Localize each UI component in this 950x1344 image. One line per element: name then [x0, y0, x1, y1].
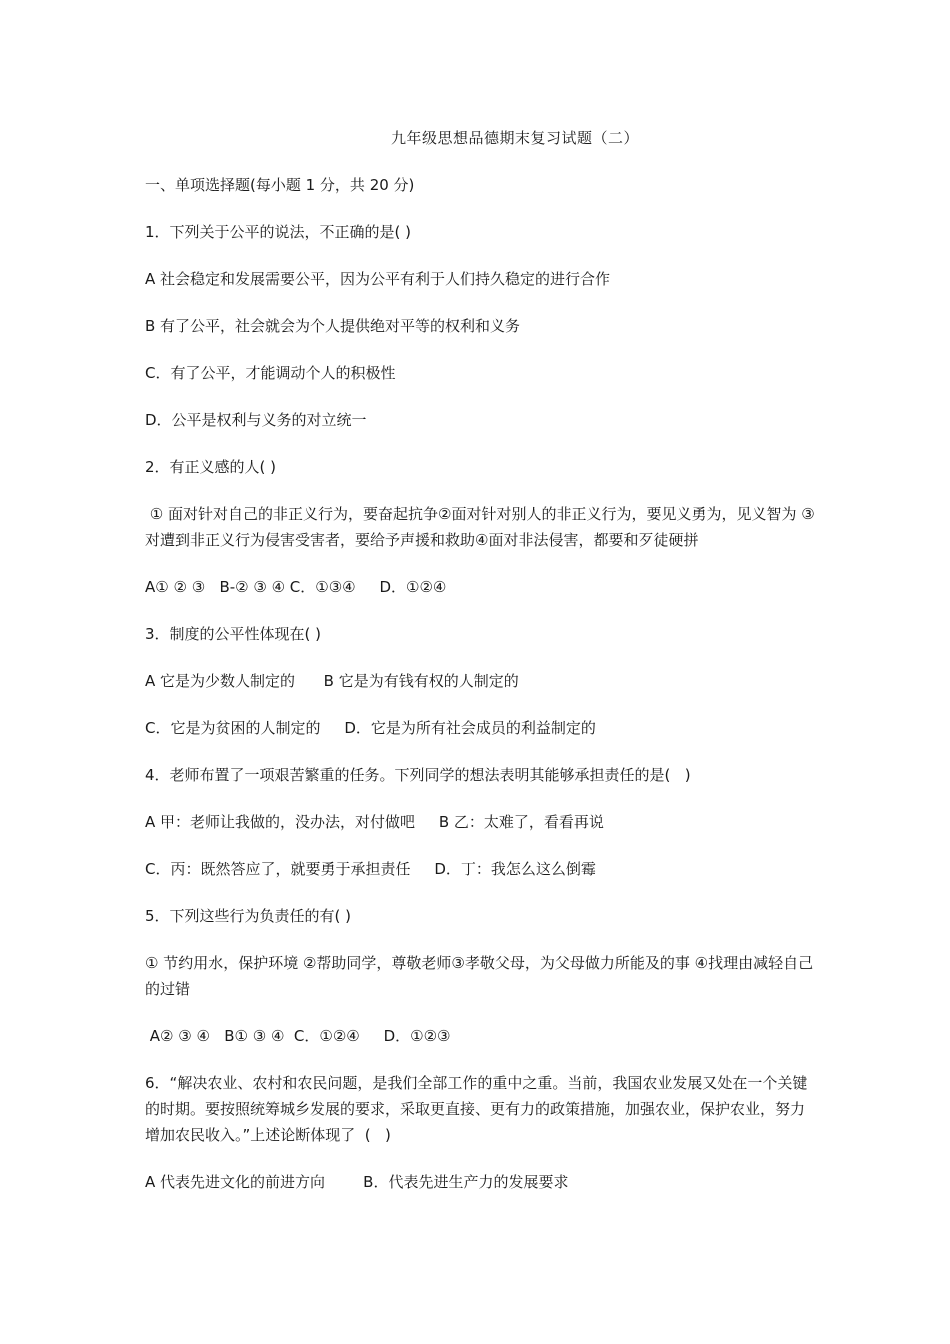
question-4-stem: 4．老师布置了一项艰苦繁重的任务。下列同学的想法表明其能够承担责任的是( ) — [145, 766, 691, 784]
section-heading: 一、单项选择题(每小题 1 分，共 20 分) — [145, 176, 415, 194]
question-3-options-ab: A 它是为少数人制定的 B 它是为有钱有权的人制定的 — [145, 672, 519, 690]
question-6-options-ab: A 代表先进文化的前进方向 B．代表先进生产力的发展要求 — [145, 1173, 569, 1191]
question-3-stem: 3．制度的公平性体现在( ) — [145, 625, 322, 643]
document-body — [145, 172, 815, 1216]
question-3-options-cd: C．它是为贫困的人制定的 D．它是为所有社会成员的利益制定的 — [145, 719, 596, 737]
question-4-options-cd: C．丙：既然答应了，就要勇于承担责任 D．丁：我怎么这么倒霉 — [145, 860, 596, 878]
question-2-options: A① ② ③ B-② ③ ④ C．①③④ D．①②④ — [145, 578, 447, 596]
question-1-option-b: B 有了公平，社会就会为个人提供绝对平等的权利和义务 — [145, 317, 521, 335]
question-1-option-d: D．公平是权利与义务的对立统一 — [145, 411, 367, 429]
question-1-option-a: A 社会稳定和发展需要公平，因为公平有利于人们持久稳定的进行合作 — [145, 270, 611, 288]
question-5-options: A② ③ ④ B① ③ ④ C．①②④ D．①②③ — [145, 1027, 451, 1045]
question-2-stem: 2．有正义感的人( ) — [145, 458, 277, 476]
question-5-stem: 5．下列这些行为负责任的有( ) — [145, 907, 352, 925]
question-6-stem: 6．“解决农业、农村和农民问题，是我们全部工作的重中之重。当前，我国农业发展又处在一个关键的时期。要按照统筹城乡发展的要求，采取更直接、更有力的政策措施，加强农业，保护农业，努力增加农民收入。”上述论断体现了 ( ) — [145, 1074, 808, 1144]
question-1-stem: 1．下列关于公平的说法，不正确的是( ) — [145, 223, 412, 241]
question-1-option-c: C．有了公平，才能调动个人的积极性 — [145, 364, 396, 382]
question-5-items: ① 节约用水，保护环境 ②帮助同学，尊敬老师③孝敬父母，为父母做力所能及的事 ④找理由减轻自己的过错 — [145, 954, 814, 998]
document-title: 九年级思想品德期末复习试题（二） — [390, 129, 639, 147]
question-2-items: ① 面对针对自己的非正义行为，要奋起抗争②面对针对别人的非正义行为，要见义勇为，见义智为 ③对遭到非正义行为侵害受害者，要给予声援和救助④面对非法侵害，都要和歹徒硬拼 — [145, 505, 815, 549]
question-4-options-ab: A 甲：老师让我做的，没办法，对付做吧 B 乙：太难了，看看再说 — [145, 813, 604, 831]
